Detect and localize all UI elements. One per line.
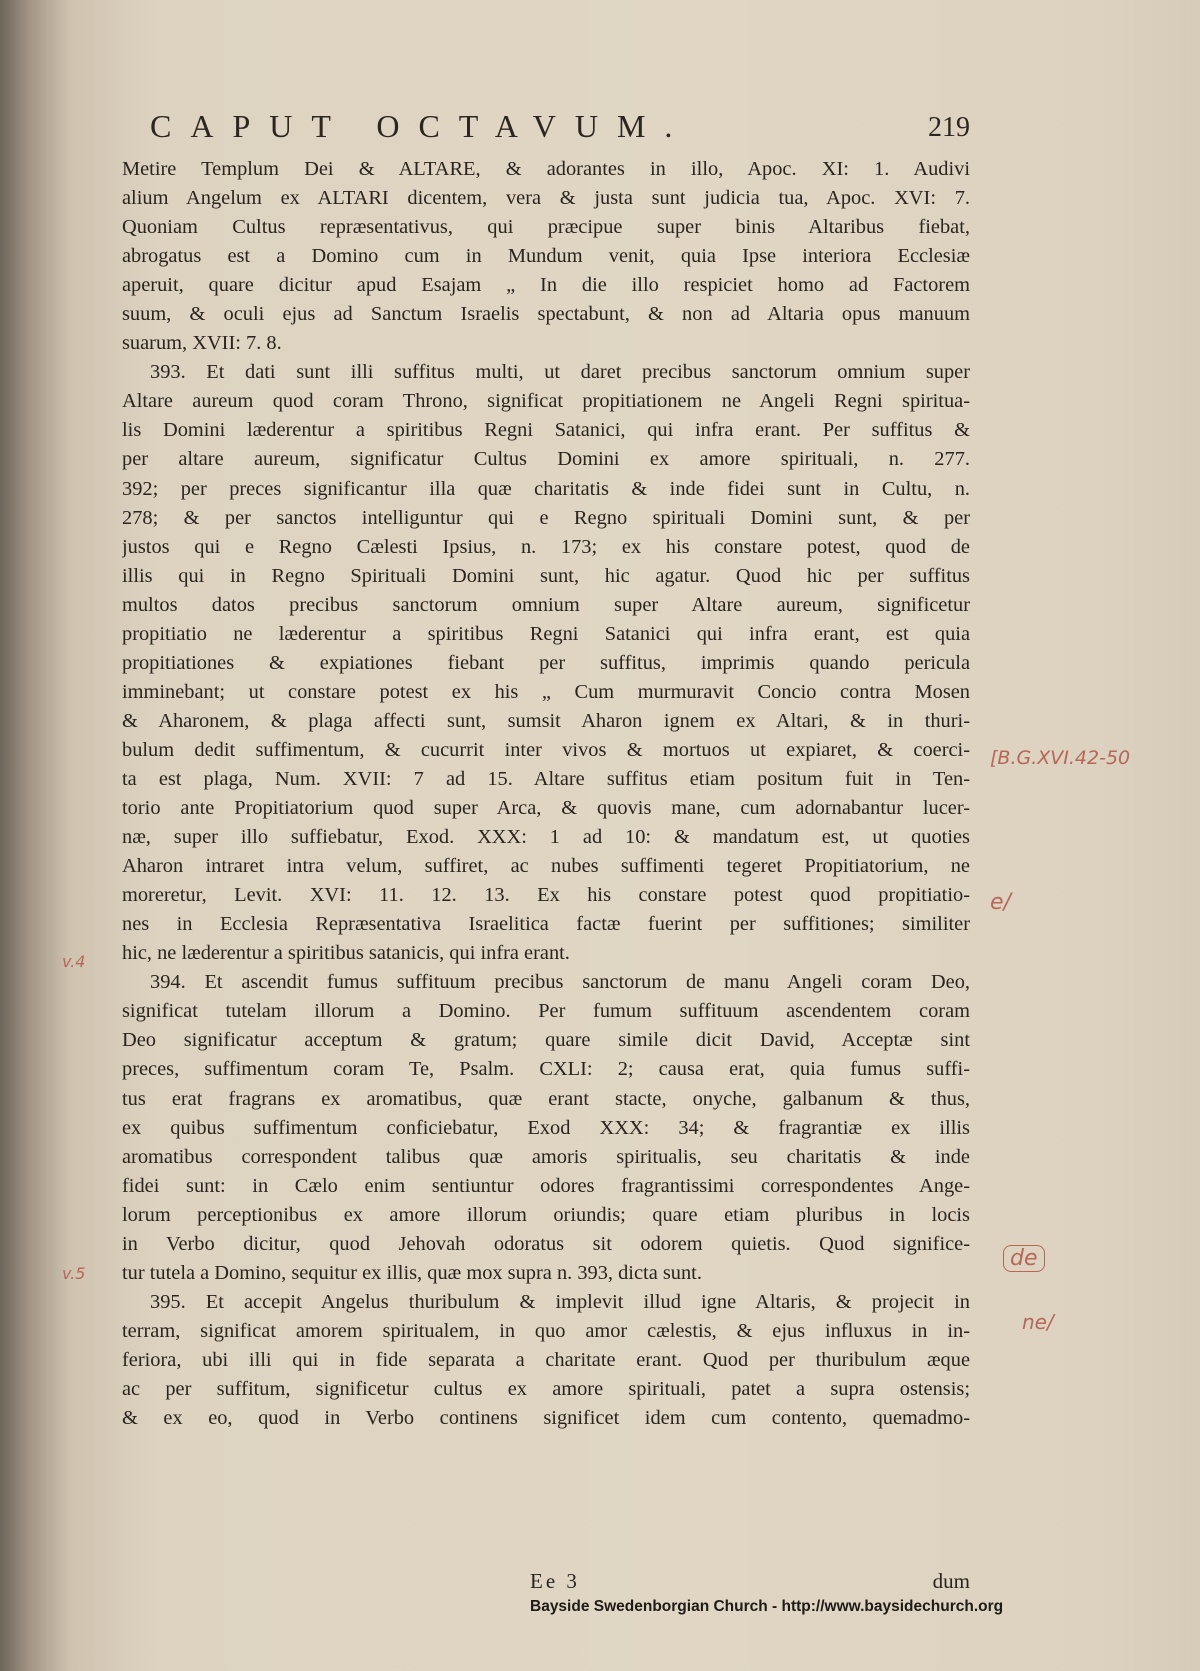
text-line: tus erat fragrans ex aromatibus, quæ erant stacte, onyche, galbanum & thus,: [122, 1087, 970, 1110]
margin-note-verse-4: v.4: [62, 952, 86, 971]
paragraph-394-start: 394. Et ascendit fumus suffituum precibus sanctorum de manu Angeli coram Deo,: [150, 971, 970, 994]
text-line: Quoniam Cultus repræsentativus, qui præcipue super binis Altaribus fiebat,: [122, 216, 970, 239]
text-line: in Verbo dicitur, quod Jehovah odoratus sit odorem quietis. Quod significe-: [122, 1232, 970, 1255]
text-line: ac per suffitum, significetur cultus ex amore spirituali, patet a supra ostensis;: [122, 1377, 970, 1400]
text-line: 278; & per sanctos intelliguntur qui e Regno spirituali Domini sunt, & per: [122, 506, 970, 529]
body-text: [122, 155, 970, 1433]
margin-note-correction: de: [1003, 1245, 1045, 1272]
text-line: moreretur, Levit. XVI: 11. 12. 13. Ex his constare potest quod propitiatio-: [122, 884, 970, 907]
text-line: significat tutelam illorum a Domino. Per fumum suffituum ascendentem coram: [122, 1000, 970, 1023]
text-line: suum, & oculi ejus ad Sanctum Israelis spectabunt, & non ad Altaria opus manuum: [122, 303, 970, 326]
text-line: nes in Ecclesia Repræsentativa Israelitica factæ fuerint per suffitiones; similiter: [122, 913, 970, 936]
text-line: hic, ne læderentur a spiritibus satanicis, qui infra erant.: [122, 942, 570, 965]
text-line: tur tutela a Domino, sequitur ex illis, quæ mox supra n. 393, dicta sunt.: [122, 1261, 702, 1284]
text-line: ex quibus suffimentum conficiebatur, Exod XXX: 34; & fragrantiæ ex illis: [122, 1116, 970, 1139]
text-line: Deo significatur acceptum & gratum; quare simile dicit David, Acceptæ sint: [122, 1029, 970, 1052]
text-line: illis qui in Regno Spirituali Domini sunt, hic agatur. Quod hic per suffitus: [122, 564, 970, 587]
paragraph-393-start: 393. Et dati sunt illi suffitus multi, ut daret precibus sanctorum omnium super: [150, 361, 970, 384]
signature-mark: Ee 3: [530, 1569, 580, 1593]
text-line: Metire Templum Dei & ALTARE, & adorantes in illo, Apoc. XI: 1. Audivi: [122, 158, 970, 180]
text-line: bulum dedit suffimentum, & cucurrit inter vivos & mortuos ut expiaret, & coerci-: [122, 738, 970, 761]
text-line: fidei sunt: in Cælo enim sentiuntur odores fragrantissimi correspondentes Ange-: [122, 1174, 970, 1197]
text-line: Aharon intraret intra velum, suffiret, ac nubes suffimenti tegeret Propitiatorium, ne: [122, 855, 970, 878]
margin-note-mark: e/: [990, 890, 1011, 915]
running-title: CAPUT OCTAVUM.: [150, 108, 692, 144]
text-line: propitiatio ne læderentur a spiritibus Regni Satanici qui infra erant, est quia: [122, 622, 970, 645]
text-line: justos qui e Regno Cælesti Ipsius, n. 173; ex his constare potest, quod de: [122, 535, 970, 558]
text-line: alium Angelum ex ALTARI dicentem, vera & justa sunt judicia tua, Apoc. XVI: 7.: [122, 187, 970, 210]
text-line: ta est plaga, Num. XVII: 7 ad 15. Altare suffitus etiam positum fuit in Ten-: [122, 767, 970, 790]
text-line: terram, significat amorem spiritualem, in quo amor cælestis, & ejus influxus in in-: [122, 1319, 970, 1342]
text-line: propitiationes & expiationes fiebant per suffitus, imprimis quando pericula: [122, 651, 970, 674]
margin-note-verse-5: v.5: [62, 1264, 86, 1283]
text-line: næ, super illo suffiebatur, Exod. XXX: 1 ad 10: & mandatum est, ut quoties: [122, 826, 970, 849]
text-line: torio ante Propitiatorium quod super Arca, & quovis mane, cum adornabantur lucer-: [122, 797, 970, 820]
margin-note-correction: ne/: [1022, 1310, 1054, 1334]
text-line: & Aharonem, & plaga affecti sunt, sumsit Aharon ignem ex Altari, & in thuri-: [122, 709, 970, 732]
page-header: [150, 108, 970, 148]
page-number: 219: [928, 112, 970, 143]
text-line: & ex eo, quod in Verbo continens significet idem cum contento, quemadmo-: [122, 1407, 970, 1430]
text-line: lis Domini læderentur a spiritibus Regni Satanici, qui infra erant. Per suffitus &: [122, 419, 970, 442]
text-line: suarum, XVII: 7. 8.: [122, 332, 282, 355]
text-line: lorum perceptionibus ex amore illorum oriundis; quare etiam pluribus in locis: [122, 1203, 970, 1226]
text-line: aperuit, quare dicitur apud Esajam „ In die illo respiciet homo ad Factorem: [122, 274, 970, 297]
text-line: Altare aureum quod coram Throno, significat propitiationem ne Angeli Regni spiritua-: [122, 390, 970, 413]
text-line: imminebant; ut constare potest ex his „ Cum murmuravit Concio contra Mosen: [122, 680, 970, 703]
text-line: 392; per preces significantur illa quæ charitatis & inde fidei sunt in Cultu, n.: [122, 477, 970, 500]
catchword: dum: [932, 1569, 970, 1593]
page-footer: [122, 1569, 970, 1599]
margin-note-reference: [B.G.XVI.42-50: [990, 747, 1131, 769]
text-line: preces, suffimentum coram Te, Psalm. CXLI: 2; causa erat, quia fumus suffi-: [122, 1058, 970, 1081]
text-line: feriora, ubi illi qui in fide separata a charitate erant. Quod per thuribulum æque: [122, 1348, 970, 1371]
text-line: aromatibus correspondent talibus quæ amoris spiritualis, seu charitatis & inde: [122, 1145, 970, 1168]
text-line: multos datos precibus sanctorum omnium super Altare aureum, significetur: [122, 593, 970, 616]
text-line: abrogatus est a Domino cum in Mundum venit, quia Ipse interiora Ecclesiæ: [122, 245, 970, 268]
paragraph-395-start: 395. Et accepit Angelus thuribulum & implevit illud igne Altaris, & projecit in: [150, 1290, 970, 1313]
watermark: Bayside Swedenborgian Church - http://www.baysidechurch.org: [530, 1598, 1004, 1615]
text-line: per altare aureum, significatur Cultus Domini ex amore spirituali, n. 277.: [122, 448, 970, 471]
